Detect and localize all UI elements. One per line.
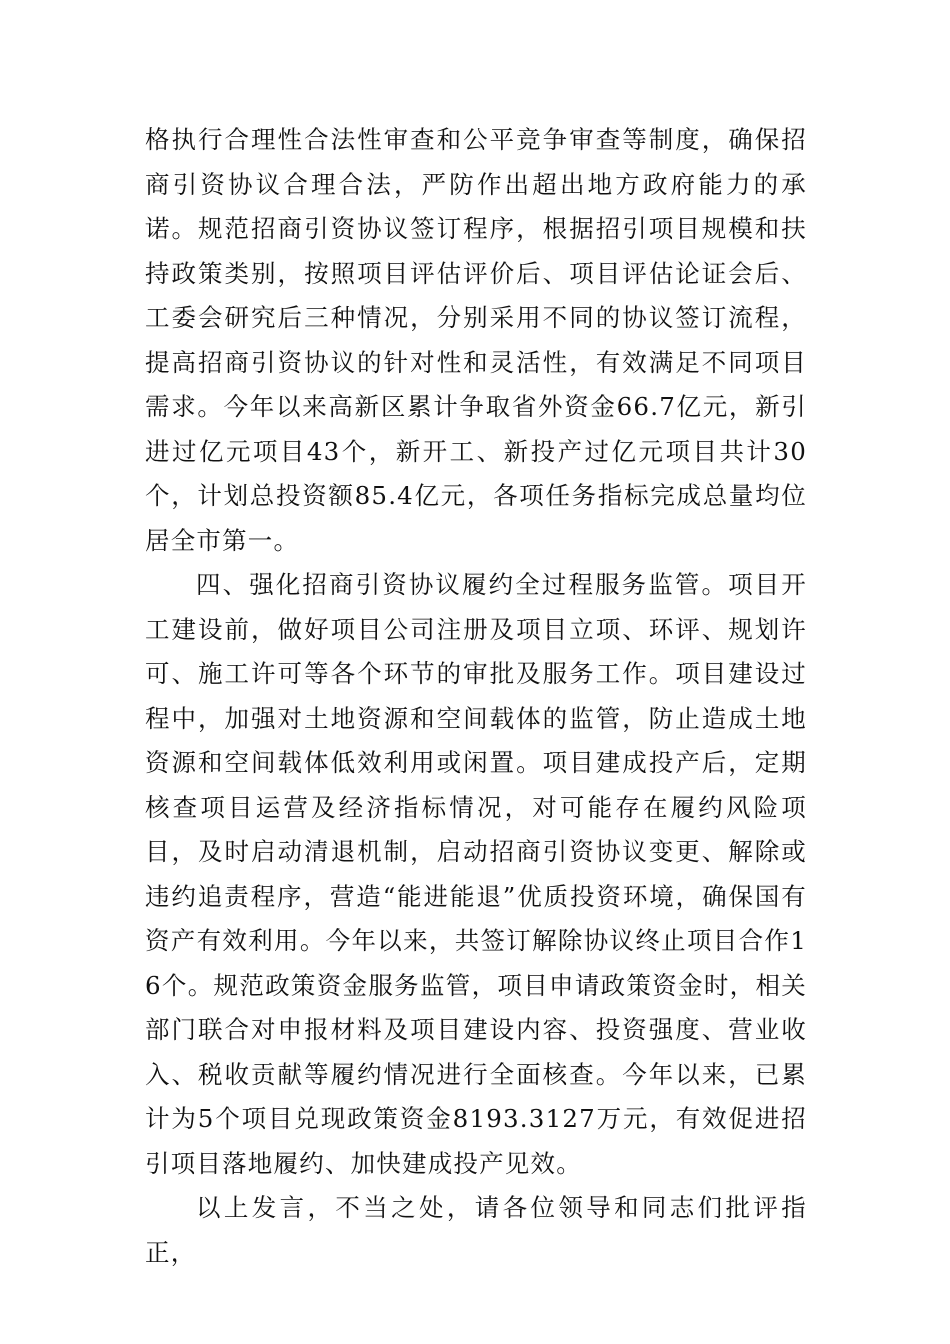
paragraph-closing: 以上发言，不当之处，请各位领导和同志们批评指正， xyxy=(145,1193,807,1267)
paragraph-continuation: 格执行合理性合法性审查和公平竞争审查等制度，确保招商引资协议合理合法，严防作出超出地方政府能力的承诺。规范招商引资协议签订程序，根据招引项目规模和扶持政策类别，按照项目评估评价后、项目评估论证会后、工委会研究后三种情况，分别采用不同的协议签订流程，提高招商引资协议的针对性和灵活性，有效满足不同项目需求。今年以来高新区累计争取省外资金66.7亿元，新引进过亿元项目43个，新开工、新投产过亿元项目共计30个，计划总投资额85.4亿元，各项任务指标完成总量均位居全市第一。 xyxy=(145,125,807,555)
paragraph-section-four: 四、强化招商引资协议履约全过程服务监管。项目开工建设前，做好项目公司注册及项目立项、环评、规划许可、施工许可等各个环节的审批及服务工作。项目建设过程中，加强对土地资源和空间载体的监管，防止造成土地资源和空间载体低效利用或闲置。项目建成投产后，定期核查项目运营及经济指标情况，对可能存在履约风险项目，及时启动清退机制，启动招商引资协议变更、解除或违约追责程序，营造“能进能退”优质投资环境，确保国有资产有效利用。今年以来，共签订解除协议终止项目合作16个。规范政策资金服务监管，项目申请政策资金时，相关部门联合对申报材料及项目建设内容、投资强度、营业收入、税收贡献等履约情况进行全面核查。今年以来，已累计为5个项目兑现政策资金8193.3127万元，有效促进招引项目落地履约、加快建成投产见效。 xyxy=(145,570,807,1178)
document-body xyxy=(145,118,807,1275)
